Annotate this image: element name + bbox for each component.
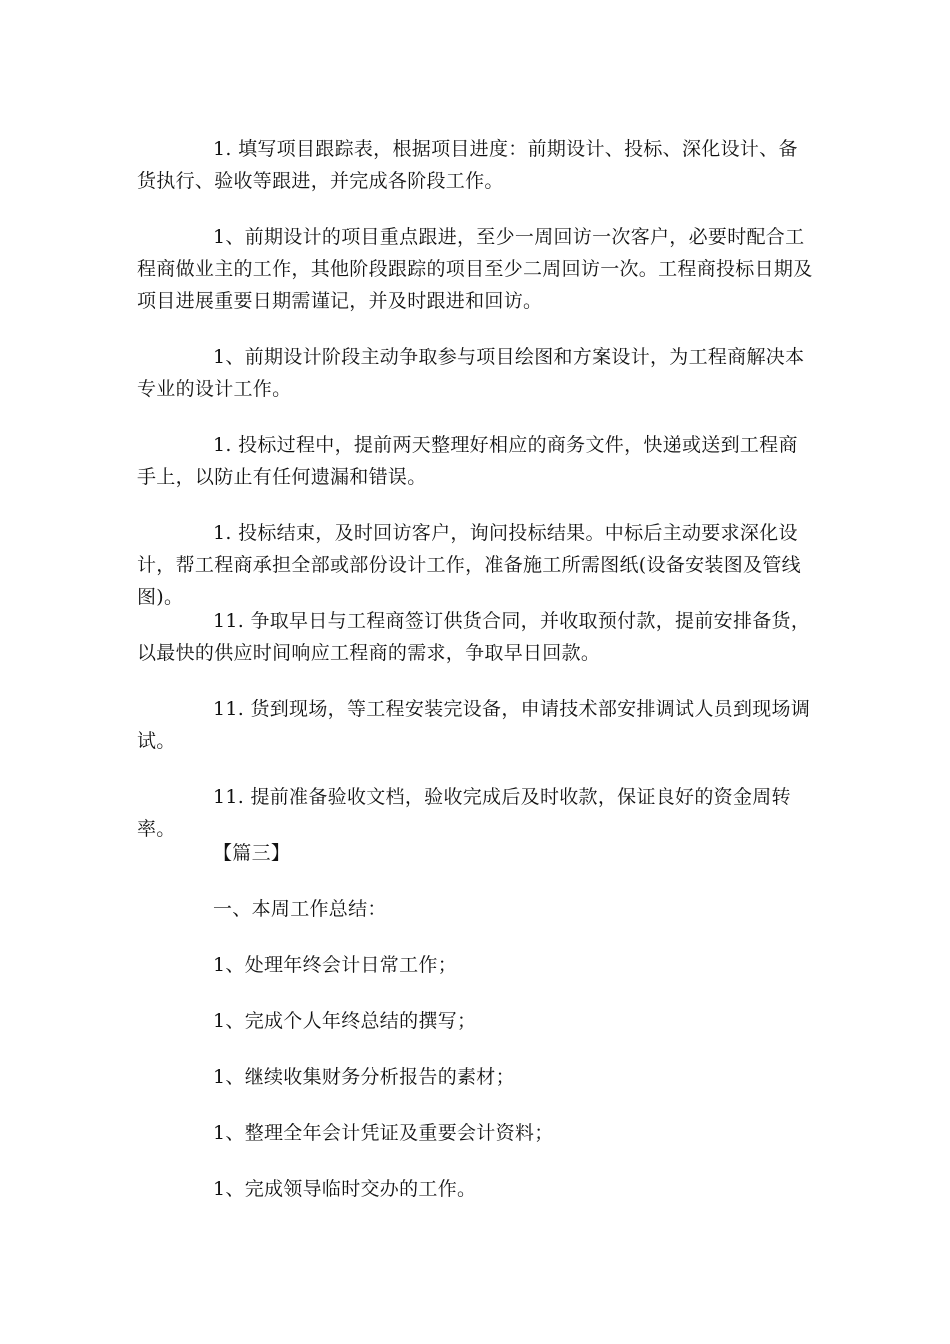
- list-item-personal-summary: 1、完成个人年终总结的撰写；: [213, 1010, 477, 1032]
- paragraph-on-site-debug: 11. 货到现场，等工程安装完设备，申请技术部安排调试人员到现场调试。: [137, 698, 811, 752]
- paragraph-acceptance: 11. 提前准备验收文档，验收完成后及时收款，保证良好的资金周转率。: [137, 786, 791, 840]
- list-item-temporary-tasks: 1、完成领导临时交办的工作。: [213, 1178, 477, 1200]
- paragraph-project-tracking: 1. 填写项目跟踪表，根据项目进度：前期设计、投标、深化设计、备货执行、验收等跟进，并完成各阶段工作。: [137, 138, 798, 192]
- paragraph-supply-contract: 11. 争取早日与工程商签订供货合同，并收取预付款，提前安排备货，以最快的供应时间响应工程商的需求，争取早日回款。: [137, 610, 811, 664]
- section-heading-part-three: 【篇三】: [213, 842, 291, 864]
- paragraph-bidding-process: 1. 投标过程中，提前两天整理好相应的商务文件，快递或送到工程商手上，以防止有任何遗漏和错误。: [137, 434, 798, 488]
- heading-weekly-summary: 一、本周工作总结：: [213, 898, 387, 920]
- list-item-voucher-organizing: 1、整理全年会计凭证及重要会计资料；: [213, 1122, 554, 1144]
- list-item-accounting-work: 1、处理年终会计日常工作；: [213, 954, 457, 976]
- paragraph-design-participation: 1、前期设计阶段主动争取参与项目绘图和方案设计，为工程商解决本专业的设计工作。: [137, 346, 805, 400]
- list-item-analysis-materials: 1、继续收集财务分析报告的素材；: [213, 1066, 515, 1088]
- paragraph-bidding-result: 1. 投标结束，及时回访客户，询问投标结果。中标后主动要求深化设计，帮工程商承担全部或部份设计工作，准备施工所需图纸(设备安装图及管线图)。: [137, 522, 801, 608]
- paragraph-early-design-followup: 1、前期设计的项目重点跟进，至少一周回访一次客户，必要时配合工程商做业主的工作，其他阶段跟踪的项目至少二周回访一次。工程商投标日期及项目进展重要日期需谨记，并及时跟进和回访。: [137, 226, 813, 312]
